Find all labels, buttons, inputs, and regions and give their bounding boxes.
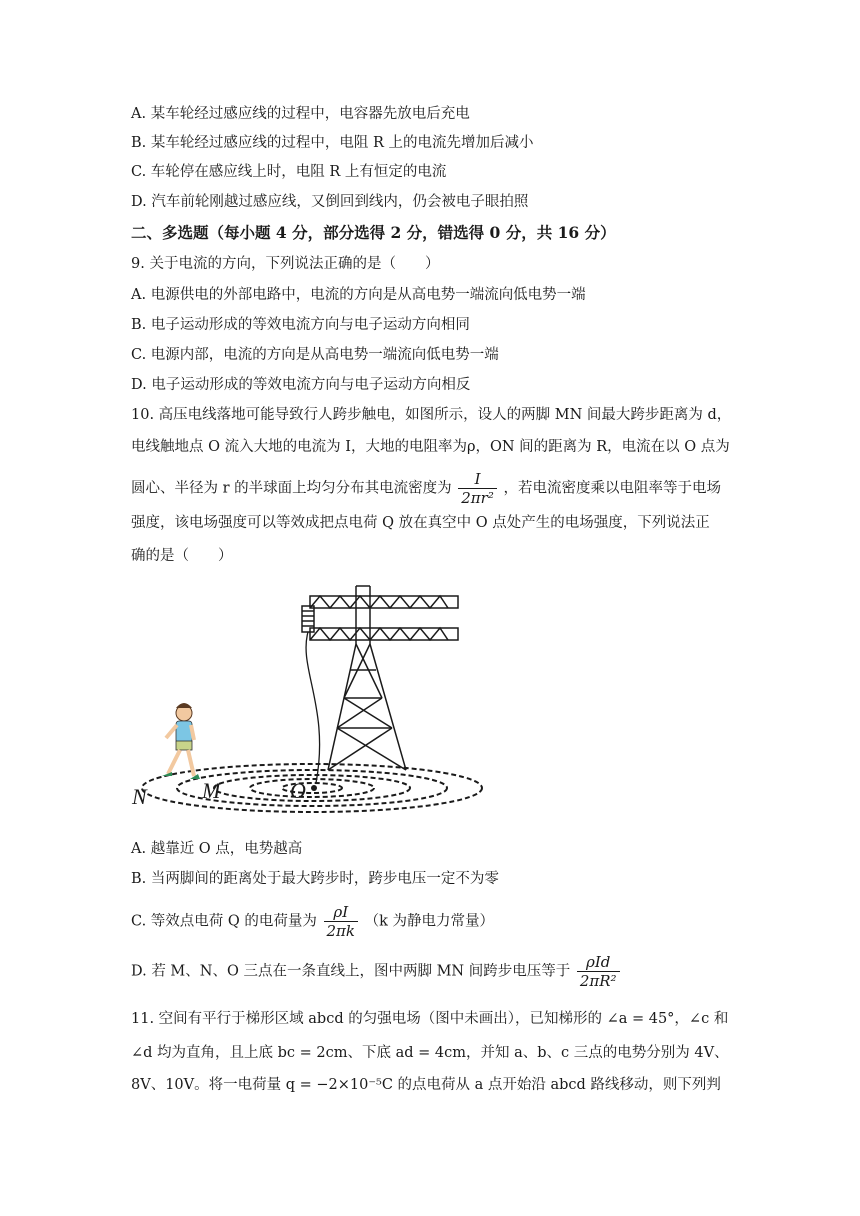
q11-line-1: 11. 空间有平行于梯形区域 abcd 的匀强电场（图中未画出），已知梯形的 ∠a = 45°，∠c 和 [131, 1011, 729, 1027]
label-o: O [290, 778, 306, 803]
q9-option-d: D. 电子运动形成的等效电流方向与电子运动方向相反 [131, 377, 471, 393]
q10-option-d-pre: D. 若 M、N、O 三点在一条直线上，图中两脚 MN 间跨步电压等于 [131, 963, 571, 980]
q10-line-4: 强度，该电场强度可以等效成把点电荷 Q 放在真空中 O 点处产生的电场强度，下列说法正 [131, 515, 710, 531]
q8-option-b: B. 某车轮经过感应线的过程中，电阻 R 上的电流先增加后减小 [131, 135, 534, 151]
q8-option-d: D. 汽车前轮刚越过感应线，又倒回到线内，仍会被电子眼拍照 [131, 194, 529, 210]
q8-option-c: C. 车轮停在感应线上时，电阻 R 上有恒定的电流 [131, 164, 447, 180]
q9-option-a: A. 电源供电的外部电路中，电流的方向是从高电势一端流向低电势一端 [131, 287, 586, 303]
fraction-numerator: ρI [333, 903, 349, 921]
q11-line-2: ∠d 均为直角，且上底 bc = 2cm、下底 ad = 4cm，并知 a、b、c 三点的电势分别为 4V、 [131, 1045, 729, 1061]
point-o-dot [311, 785, 317, 791]
q10-option-b: B. 当两脚间的距离处于最大跨步时，跨步电压一定不为零 [131, 871, 499, 887]
charge-fraction [324, 903, 359, 940]
q9-stem: 9. 关于电流的方向，下列说法正确的是（ ） [131, 256, 440, 272]
q10-option-c [131, 903, 494, 940]
q10-line-3a: 圆心、半径为 r 的半球面上均匀分布其电流密度为 [131, 480, 452, 497]
voltage-fraction [577, 953, 620, 990]
fraction-denominator: 2πR² [577, 971, 620, 990]
walking-person-icon [162, 703, 200, 779]
q10-line-3b: ，若电流密度乘以电阻率等于电场 [503, 480, 721, 497]
q10-line-5: 确的是（ ） [131, 548, 233, 564]
q8-option-a: A. 某车轮经过感应线的过程中，电容器先放电后充电 [131, 106, 470, 122]
q10-line-2: 电线触地点 O 流入大地的电流为 I，大地的电阻率为ρ，ON 间的距离为 R，电流在以 O 点为 [131, 439, 730, 455]
q10-option-c-pre: C. 等效点电荷 Q 的电荷量为 [131, 913, 317, 930]
power-line-figure [130, 578, 490, 818]
tower-icon [302, 586, 458, 783]
q10-option-d [131, 953, 622, 990]
fraction-numerator: I [474, 470, 481, 488]
q9-option-b: B. 电子运动形成的等效电流方向与电子运动方向相同 [131, 317, 470, 333]
fraction-numerator: ρId [586, 953, 611, 971]
current-density-fraction [458, 470, 497, 507]
fraction-denominator: 2πr² [458, 488, 497, 507]
q10-option-a: A. 越靠近 O 点，电势越高 [131, 841, 303, 857]
q10-line-1: 10. 高压电线落地可能导致行人跨步触电，如图所示，设人的两脚 MN 间最大跨步距离为 d， [131, 407, 732, 423]
label-n: N [132, 784, 147, 809]
q11-line-3: 8V、10V。将一电荷量 q = −2×10⁻⁵C 的点电荷从 a 点开始沿 abcd 路线移动，则下列判 [131, 1077, 721, 1093]
section-heading: 二、多选题（每小题 4 分，部分选得 2 分，错选得 0 分，共 16 分） [131, 223, 616, 242]
q10-option-c-post: （k 为静电力常量） [364, 913, 495, 930]
q10-line-3 [131, 470, 721, 507]
fraction-denominator: 2πk [324, 921, 359, 940]
label-m: M [202, 778, 221, 803]
q9-option-c: C. 电源内部，电流的方向是从高电势一端流向低电势一端 [131, 347, 499, 363]
